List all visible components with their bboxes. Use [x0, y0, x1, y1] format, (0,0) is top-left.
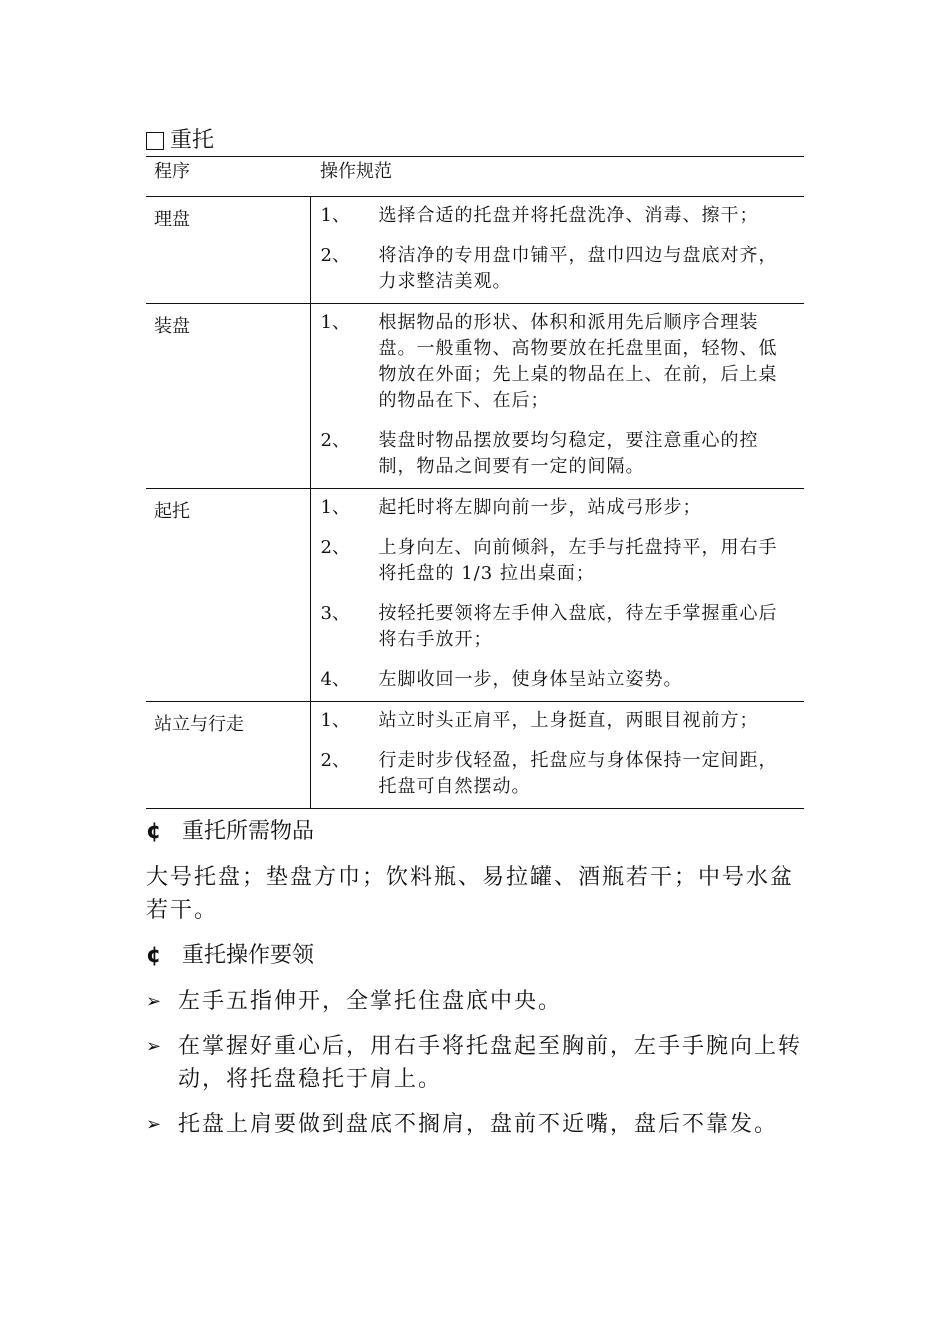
bullet-text: 托盘上肩要做到盘底不搁肩，盘前不近嘴，盘后不靠发。	[178, 1112, 779, 1137]
list-item	[311, 708, 783, 734]
item-number: 2、	[320, 245, 350, 266]
table-row	[146, 304, 804, 489]
essentials-heading-line	[146, 941, 806, 971]
table-row	[146, 489, 804, 702]
item-number: 2、	[320, 750, 350, 771]
list-item	[311, 428, 783, 480]
item-number: 3、	[320, 603, 350, 624]
list-item	[311, 535, 783, 587]
procedure-table	[146, 156, 804, 809]
item-text: 起托时将左脚向前一步，站成弓形步；	[378, 497, 702, 518]
bullet-list	[146, 985, 806, 1141]
list-item	[311, 495, 783, 521]
list-item	[311, 203, 783, 229]
item-text: 根据物品的形状、体积和派用先后顺序合理装盘。一般重物、高物要放在托盘里面，轻物、低物放在外面；先上桌的物品在上、在前，后上桌的物品在下、在后；	[378, 312, 778, 411]
items-paragraph: 大号托盘；垫盘方巾；饮料瓶、易拉罐、酒瓶若干；中号水盆若干。	[146, 865, 795, 923]
bullet-text: 左手五指伸开，全掌托住盘底中央。	[178, 989, 563, 1014]
list-item	[311, 748, 783, 800]
table-row	[146, 702, 804, 809]
list-item	[311, 601, 783, 653]
essentials-heading: 重托操作要领	[182, 943, 315, 968]
section-items	[310, 304, 804, 489]
item-text: 站立时头正肩平，上身挺直，两眼目视前方；	[378, 710, 759, 731]
arrow-bullet-icon: ➢	[146, 991, 164, 1012]
item-number: 4、	[320, 669, 350, 690]
item-text: 将洁净的专用盘巾铺平，盘巾四边与盘底对齐，力求整洁美观。	[378, 245, 778, 292]
arrow-bullet-icon: ➢	[146, 1114, 164, 1135]
list-item	[311, 310, 783, 414]
cent-icon: ¢	[146, 943, 162, 968]
section-heading	[146, 126, 806, 156]
section-name: 起托	[146, 489, 310, 702]
item-text: 选择合适的托盘并将托盘洗净、消毒、擦干；	[378, 205, 759, 226]
bullet-item	[146, 1108, 806, 1141]
item-text: 按轻托要领将左手伸入盘底，待左手掌握重心后将右手放开；	[378, 603, 778, 650]
checkbox-icon	[146, 132, 164, 150]
table-row	[146, 197, 804, 304]
bullet-text: 在掌握好重心后，用右手将托盘起至胸前，左手手腕向上转动，将托盘稳托于肩上。	[178, 1034, 803, 1092]
after-table-content	[146, 817, 806, 1141]
bullet-item	[146, 1030, 806, 1096]
document-page	[146, 126, 806, 1153]
item-text: 左脚收回一步，使身体呈站立姿势。	[378, 669, 683, 690]
header-step: 程序	[146, 157, 310, 197]
list-item	[311, 243, 783, 295]
item-number: 1、	[320, 497, 350, 518]
item-text: 装盘时物品摆放要均匀稳定，要注意重心的控制，物品之间要有一定的间隔。	[378, 430, 759, 477]
list-item	[311, 667, 783, 693]
items-heading-line	[146, 817, 806, 847]
section-name: 理盘	[146, 197, 310, 304]
item-text: 行走时步伐轻盈，托盘应与身体保持一定间距，托盘可自然摆动。	[378, 750, 778, 797]
item-number: 2、	[320, 430, 350, 451]
cent-icon: ¢	[146, 819, 162, 844]
heading-title: 重托	[170, 128, 215, 153]
item-number: 1、	[320, 312, 350, 333]
item-number: 1、	[320, 205, 350, 226]
item-number: 2、	[320, 537, 350, 558]
section-name: 站立与行走	[146, 702, 310, 809]
item-text: 上身向左、向前倾斜，左手与托盘持平，用右手将托盘的 1/3 拉出桌面；	[378, 537, 778, 584]
section-name: 装盘	[146, 304, 310, 489]
bullet-item	[146, 985, 806, 1018]
section-items	[310, 702, 804, 809]
table-header-row	[146, 157, 804, 197]
items-heading: 重托所需物品	[182, 819, 315, 844]
item-number: 1、	[320, 710, 350, 731]
arrow-bullet-icon: ➢	[146, 1036, 164, 1057]
header-spec: 操作规范	[310, 157, 804, 197]
section-items	[310, 197, 804, 304]
section-items	[310, 489, 804, 702]
